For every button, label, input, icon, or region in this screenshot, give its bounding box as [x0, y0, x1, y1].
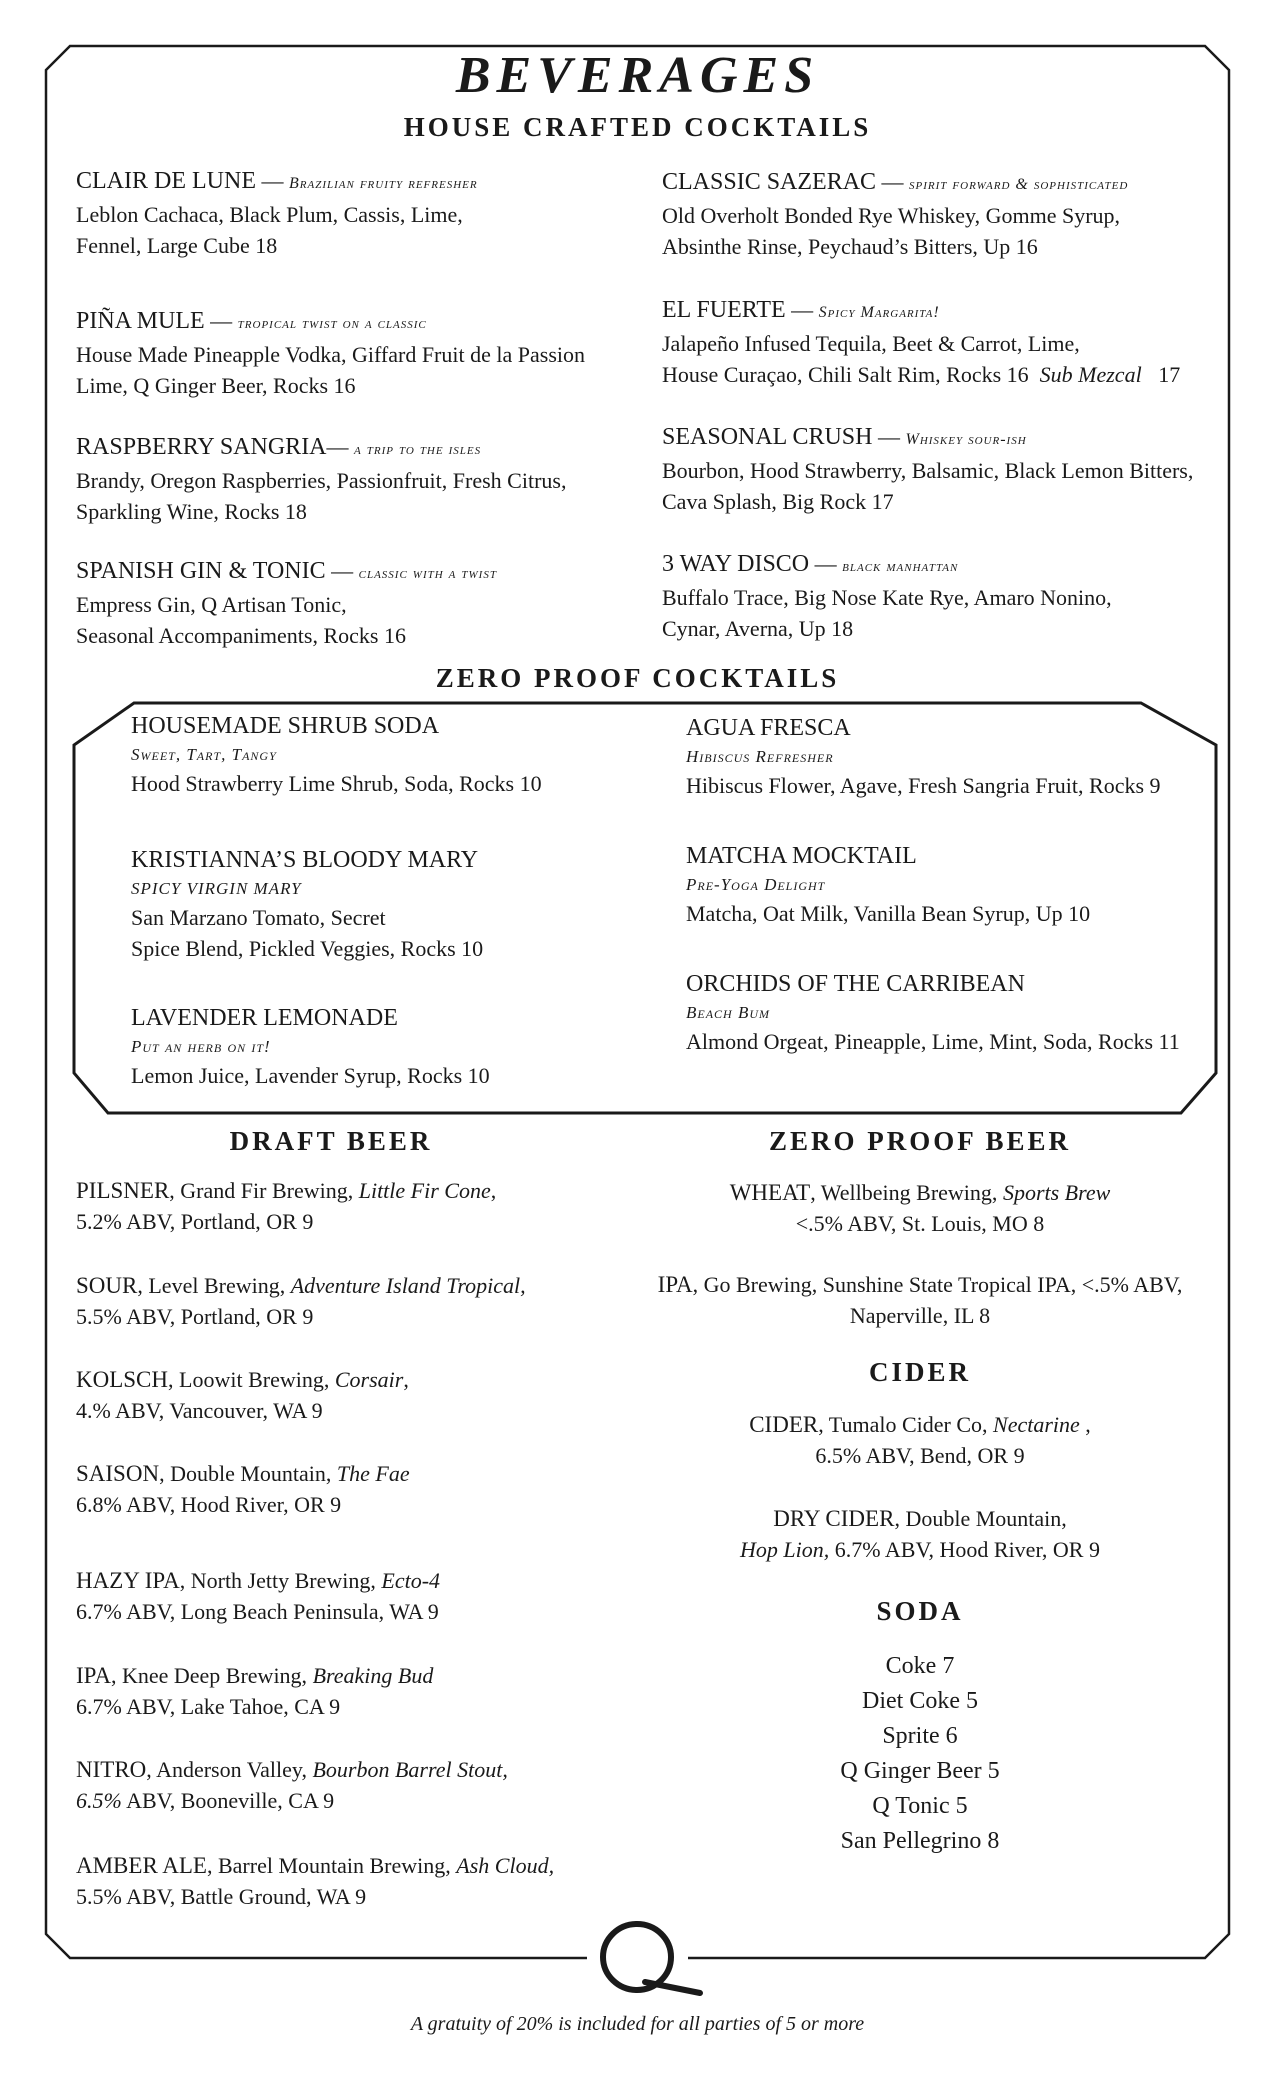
gratuity-note: A gratuity of 20% is included for all parties of 5 or more — [410, 2013, 865, 2035]
soda-item: Q Ginger Beer 5 — [840, 1758, 1000, 1784]
zero-lavender-lemonade: LAVENDER LEMONADE Put an herb on it! Lemon Juice, Lavender Syrup, Rocks 10 — [131, 1005, 490, 1088]
zero-beer-ipa: IPA, Go Brewing, Sunshine State Tropical IPA, <.5% ABV, Naperville, IL 8 — [657, 1272, 1183, 1328]
zero-bloody-mary: KRISTIANNA’S BLOODY MARY SPICY VIRGIN MARY San Marzano Tomato, Secret Spice Blend, Pickled Veggies, Rocks 10 — [131, 847, 484, 961]
house-cocktails-heading: HOUSE CRAFTED COCKTAILS — [403, 112, 872, 142]
zero-orchids-carribean: ORCHIDS OF THE CARRIBEAN Beach Bum Almond Orgeat, Pineapple, Lime, Mint, Soda, Rocks 11 — [686, 971, 1180, 1054]
soda-item: Diet Coke 5 — [862, 1688, 978, 1714]
cocktail-seasonal-crush: SEASONAL CRUSH — Whiskey sour-ish Bourbon, Hood Strawberry, Balsamic, Black Lemon Bitters, Cava Splash, Big Rock 17 — [662, 424, 1194, 514]
soda-item: Sprite 6 — [882, 1723, 958, 1749]
zero-beer-wheat: WHEAT, Wellbeing Brewing, Sports Brew <.5% ABV, St. Louis, MO 8 — [729, 1180, 1111, 1236]
soda-item: San Pellegrino 8 — [840, 1828, 1000, 1854]
cider-heading: CIDER — [868, 1357, 971, 1387]
beer-hazy-ipa: HAZY IPA, North Jetty Brewing, Ecto-4 6.7% ABV, Long Beach Peninsula, WA 9 — [76, 1568, 441, 1624]
beer-amber-ale: AMBER ALE, Barrel Mountain Brewing, Ash Cloud, 5.5% ABV, Battle Ground, WA 9 — [76, 1853, 555, 1909]
beer-pilsner: PILSNER, Grand Fir Brewing, Little Fir Cone, 5.2% ABV, Portland, OR 9 — [76, 1178, 497, 1234]
cocktail-pina-mule: PIÑA MULE — tropical twist on a classic House Made Pineapple Vodka, Giffard Fruit de la Passion Lime, Q Ginger Beer, Rocks 16 — [76, 308, 585, 398]
beer-saison: SAISON, Double Mountain, The Fae 6.8% ABV, Hood River, OR 9 — [76, 1461, 410, 1517]
cocktail-spanish-gin-tonic: SPANISH GIN & TONIC — classic with a twist Empress Gin, Q Artisan Tonic, Seasonal Accompaniments, Rocks 16 — [76, 558, 497, 648]
beer-ipa: IPA, Knee Deep Brewing, Breaking Bud 6.7% ABV, Lake Tahoe, CA 9 — [76, 1663, 434, 1719]
soda-heading: SODA — [876, 1596, 964, 1626]
soda-list — [640, 1649, 1200, 1859]
zero-agua-fresca: AGUA FRESCA Hibiscus Refresher Hibiscus Flower, Agave, Fresh Sangria Fruit, Rocks 9 — [686, 715, 1161, 798]
soda-item: Coke 7 — [885, 1653, 955, 1679]
q-logo — [603, 1924, 700, 1993]
menu-title: BEVERAGES — [455, 47, 820, 104]
zero-shrub-soda: HOUSEMADE SHRUB SODA Sweet, Tart, Tangy Hood Strawberry Lime Shrub, Soda, Rocks 10 — [131, 713, 542, 796]
beer-kolsch: KOLSCH, Loowit Brewing, Corsair, 4.% ABV, Vancouver, WA 9 — [76, 1367, 409, 1423]
beer-sour: SOUR, Level Brewing, Adventure Island Tropical, 5.5% ABV, Portland, OR 9 — [76, 1273, 526, 1329]
cocktail-el-fuerte: EL FUERTE — Spicy Margarita! Jalapeño Infused Tequila, Beet & Carrot, Lime, House Curaçao, Chili Salt Rim, Rocks 16 Sub Mezcal 17 — [662, 297, 1181, 387]
cocktail-clair-de-lune: CLAIR DE LUNE — Brazilian fruity refresher Leblon Cachaca, Black Plum, Cassis, Lime, Fennel, Large Cube 18 — [76, 168, 478, 258]
zero-matcha-mocktail: MATCHA MOCKTAIL Pre-Yoga Delight Matcha, Oat Milk, Vanilla Bean Syrup, Up 10 — [686, 843, 1091, 926]
zero-proof-beer-heading: ZERO PROOF BEER — [768, 1126, 1072, 1156]
cocktail-3-way-disco: 3 WAY DISCO — black manhattan Buffalo Trace, Big Nose Kate Rye, Amaro Nonino, Cynar, Averna, Up 18 — [662, 551, 1112, 641]
zero-proof-heading: ZERO PROOF COCKTAILS — [435, 663, 840, 693]
cider-dry: DRY CIDER, Double Mountain, Hop Lion, 6.7% ABV, Hood River, OR 9 — [740, 1506, 1100, 1562]
soda-item: Q Tonic 5 — [872, 1793, 968, 1819]
cocktail-classic-sazerac: CLASSIC SAZERAC — spirit forward & sophisticated Old Overholt Bonded Rye Whiskey, Gomme Syrup, Absinthe Rinse, Peychaud’s Bitters, Up 16 — [662, 169, 1129, 259]
cocktail-raspberry-sangria: RASPBERRY SANGRIA— a trip to the isles Brandy, Oregon Raspberries, Passionfruit, Fresh Citrus, Sparkling Wine, Rocks 18 — [76, 434, 567, 524]
cider-tumalo: CIDER, Tumalo Cider Co, Nectarine , 6.5% ABV, Bend, OR 9 — [749, 1412, 1091, 1468]
draft-beer-heading: DRAFT BEER — [229, 1126, 433, 1156]
beer-nitro: NITRO, Anderson Valley, Bourbon Barrel Stout, 6.5% ABV, Booneville, CA 9 — [76, 1757, 508, 1813]
